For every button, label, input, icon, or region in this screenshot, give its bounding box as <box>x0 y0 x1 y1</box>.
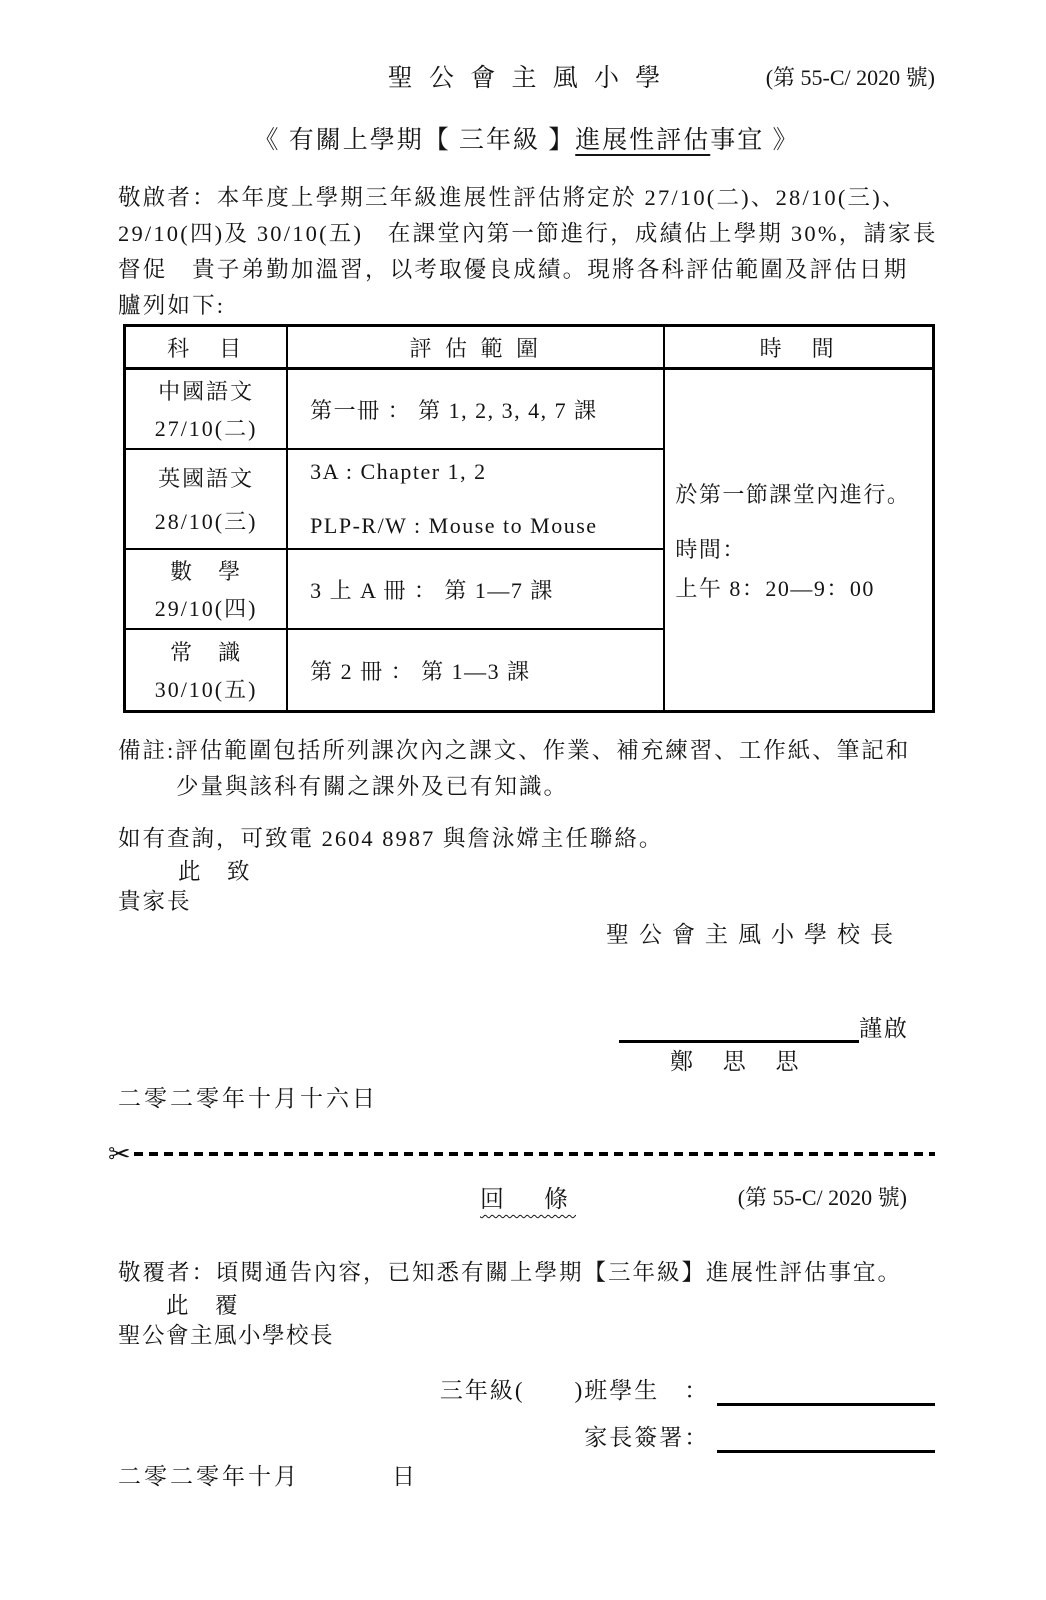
signature-row <box>118 1011 935 1043</box>
cut-dashes <box>134 1152 935 1156</box>
header-range: 評 估 範 圍 <box>287 326 664 369</box>
time-cell <box>664 369 933 712</box>
reply-body: 敬覆者：頃閱通告內容，已知悉有關上學期【三年級】進展性評估事宜。 <box>118 1260 903 1285</box>
student-name-line <box>717 1375 935 1406</box>
time-line-1: 於第一節課堂內進行。 <box>675 481 911 507</box>
school-name: 聖 公 會 主 風 小 學 <box>387 65 666 92</box>
range-english-2: PLP-R/W : Mouse to Mouse <box>310 513 598 538</box>
cifu-line: 此 覆 <box>166 1293 240 1318</box>
time-line-3: 上午 8：20—9：00 <box>675 575 875 601</box>
subject-math: 數 學 <box>170 559 243 585</box>
header-time: 時 間 <box>664 326 933 369</box>
remark-line-2: 少量與該科有關之課外及已有知識。 <box>176 774 569 799</box>
reply-slip-header <box>118 1179 935 1215</box>
cizhi-line: 此 致 <box>178 859 252 884</box>
reply-doc-number: (第 55-C/ 2020 號) <box>737 1185 907 1210</box>
date-chinese: 27/10(二) <box>154 415 258 441</box>
range-general-studies: 第 2 冊 ： 第 1—3 課 <box>310 658 531 684</box>
date-math: 29/10(四) <box>154 595 258 621</box>
intro-paragraph <box>118 180 938 324</box>
header-subject: 科 目 <box>125 326 288 369</box>
intro-line-3: 督促 貴子弟勤加溫習，以考取優良成績。現將各科評估範圍及評估日期 <box>118 257 909 282</box>
scissors-icon: ✂ <box>108 1138 131 1169</box>
range-chinese: 第一冊 ： 第 1, 2, 3, 4, 7 課 <box>310 397 598 423</box>
signature-line <box>619 1012 859 1043</box>
parent-sign-line <box>717 1422 935 1453</box>
cut-line <box>108 1139 935 1169</box>
document-header <box>118 58 935 92</box>
notice-title <box>118 120 935 154</box>
reply-date-suffix: 日 <box>392 1464 418 1489</box>
parent-sign-row <box>118 1422 935 1453</box>
student-label: 三年級( )班學生 ： <box>439 1378 710 1403</box>
contact-line: 如有查詢，可致電 2604 8987 與詹泳嫦主任聯絡。 <box>118 826 664 851</box>
subject-general-studies: 常 識 <box>170 640 243 665</box>
assessment-table <box>123 324 935 713</box>
remark-line-1: 備註:評估範圍包括所列課次內之課文、作業、補充練習、工作紙、筆記和 <box>118 738 911 763</box>
student-fill-row <box>118 1375 935 1406</box>
recipient-line: 貴家長 <box>118 889 192 914</box>
reply-date-prefix: 二零二零年十月 <box>118 1464 300 1489</box>
subject-english: 英國語文 <box>158 466 255 491</box>
time-line-2: 時間： <box>675 536 746 562</box>
principal-name: 鄭 思 思 <box>670 1049 811 1074</box>
intro-line-1: 敬啟者：本年度上學期三年級進展性評估將定於 27/10(二)、28/10(三)、 <box>118 185 907 210</box>
table-header-row <box>125 326 934 369</box>
reply-addressee: 聖公會主風小學校長 <box>118 1323 335 1348</box>
doc-number: (第 55-C/ 2020 號) <box>765 65 935 90</box>
range-english-1: 3A : Chapter 1, 2 <box>310 459 487 484</box>
intro-line-2: 29/10(四)及 30/10(五) 在課堂內第一節進行，成績佔上學期 30%，請家長 <box>118 221 938 246</box>
date-general-studies: 30/10(五) <box>154 677 258 702</box>
subject-chinese: 中國語文 <box>158 379 255 405</box>
notice-title-prefix: 《 有關上學期【 三年級 】 <box>253 127 576 154</box>
notice-date: 二零二零年十月十六日 <box>118 1086 378 1111</box>
date-english: 28/10(三) <box>154 509 258 534</box>
salute-text: 謹啟 <box>859 1016 909 1041</box>
reply-slip-title: 回 條 <box>480 1187 576 1213</box>
reply-date <box>118 1461 935 1493</box>
table-row <box>125 369 934 450</box>
range-math: 3 上 A 冊 ： 第 1—7 課 <box>310 577 554 603</box>
signer-title: 聖公會主風小學校長 <box>606 922 903 947</box>
intro-line-4: 臚列如下: <box>118 293 226 318</box>
notice-title-suffix: 事宜 》 <box>710 127 800 154</box>
notice-title-underlined: 進展性評估 <box>575 127 711 154</box>
parent-sign-label: 家長簽署： <box>584 1425 710 1450</box>
remark <box>118 733 935 805</box>
